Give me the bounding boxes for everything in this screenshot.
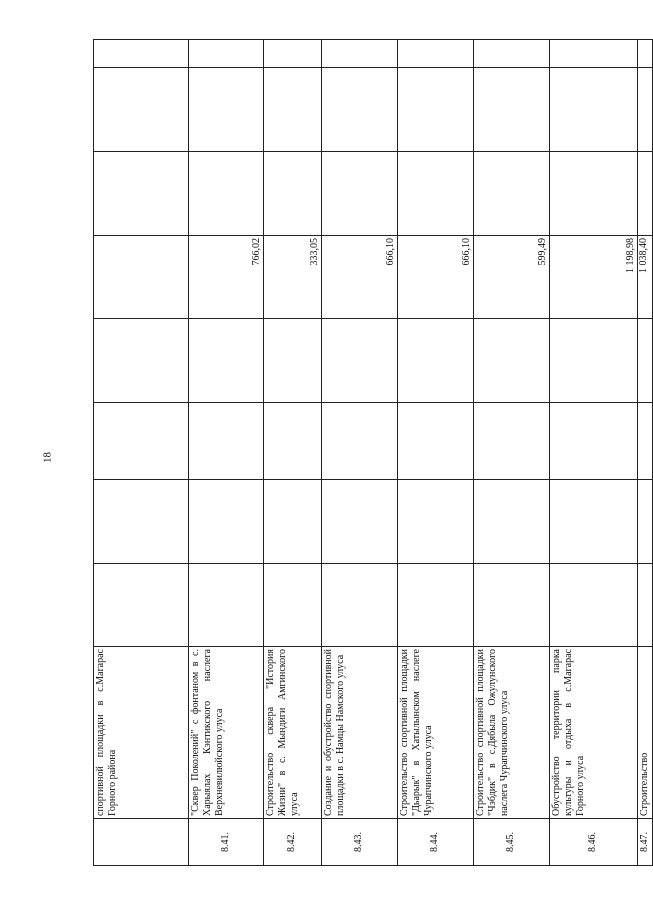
empty-cell <box>474 68 550 152</box>
empty-cell <box>94 152 189 236</box>
row-number: 8.42. <box>264 819 322 866</box>
row-number: 8.41. <box>189 819 264 866</box>
table-row <box>474 40 550 866</box>
row-value: 666,10 <box>322 236 398 319</box>
empty-cell <box>94 564 189 647</box>
empty-cell <box>550 564 638 647</box>
empty-cell <box>322 319 398 403</box>
empty-cell <box>550 319 638 403</box>
table-wrapper <box>93 40 650 866</box>
empty-cell <box>189 564 264 647</box>
empty-cell <box>189 152 264 236</box>
empty-cell <box>264 480 322 564</box>
empty-cell <box>550 152 638 236</box>
empty-cell <box>94 403 189 480</box>
row-description: Строительство спортивной площадки "Чэбдик" в с.Дябыла Ожулунского наслега Чурапчинского улуса <box>474 647 550 819</box>
empty-cell <box>474 403 550 480</box>
row-number <box>94 819 189 866</box>
row-value: 1 198,98 <box>550 236 638 319</box>
empty-cell <box>264 319 322 403</box>
empty-cell <box>638 68 653 152</box>
empty-cell <box>322 480 398 564</box>
row-description: Строительство спортивной площадки "Дьарык" в Хатылынском наслеге Чурапчинского улуса <box>398 647 474 819</box>
empty-cell <box>322 68 398 152</box>
empty-cell <box>264 152 322 236</box>
row-description: Строительство <box>638 647 653 819</box>
empty-cell <box>322 152 398 236</box>
row-value <box>94 236 189 319</box>
empty-cell <box>550 480 638 564</box>
empty-cell <box>638 564 653 647</box>
empty-cell <box>398 319 474 403</box>
table-row <box>322 40 398 866</box>
row-description: Строительство сквера "История Жизни" в с. Мындиги Амгинского улуса <box>264 647 322 819</box>
empty-cell <box>189 68 264 152</box>
empty-cell <box>322 564 398 647</box>
row-value: 666,10 <box>398 236 474 319</box>
row-number: 8.44. <box>398 819 474 866</box>
empty-cell <box>94 68 189 152</box>
row-number: 8.43. <box>322 819 398 866</box>
empty-cell <box>638 152 653 236</box>
empty-cell <box>94 40 189 68</box>
row-description: Обустройство территории парка культуры и отдыха в с.Магарас Горного улуса <box>550 647 638 819</box>
row-description: "Сквер Поколений" с фонтаном в с. Харыялах Кэнтикского наслега Верхневилюйского улуса <box>189 647 264 819</box>
empty-cell <box>474 480 550 564</box>
empty-cell <box>638 403 653 480</box>
row-value: 599,49 <box>474 236 550 319</box>
empty-cell <box>398 40 474 68</box>
empty-cell <box>550 40 638 68</box>
empty-cell <box>189 40 264 68</box>
empty-cell <box>398 564 474 647</box>
program-table <box>93 39 653 866</box>
row-number: 8.47. <box>638 819 653 866</box>
table-row <box>264 40 322 866</box>
table-row <box>189 40 264 866</box>
empty-cell <box>94 480 189 564</box>
empty-cell <box>398 480 474 564</box>
empty-cell <box>322 40 398 68</box>
empty-cell <box>264 403 322 480</box>
empty-cell <box>638 40 653 68</box>
page-number: 18 <box>41 452 54 463</box>
empty-cell <box>550 403 638 480</box>
empty-cell <box>550 68 638 152</box>
empty-cell <box>638 319 653 403</box>
empty-cell <box>264 564 322 647</box>
table-row <box>398 40 474 866</box>
table-row <box>550 40 638 866</box>
empty-cell <box>398 68 474 152</box>
row-description: спортивной площадки в с.Магарас Горного района <box>94 647 189 819</box>
table-row <box>638 40 653 866</box>
empty-cell <box>474 564 550 647</box>
empty-cell <box>398 403 474 480</box>
empty-cell <box>474 152 550 236</box>
table-row <box>94 40 189 866</box>
empty-cell <box>398 152 474 236</box>
empty-cell <box>474 40 550 68</box>
row-number: 8.45. <box>474 819 550 866</box>
empty-cell <box>264 68 322 152</box>
empty-cell <box>638 480 653 564</box>
empty-cell <box>474 319 550 403</box>
row-value: 333,05 <box>264 236 322 319</box>
row-number: 8.46. <box>550 819 638 866</box>
empty-cell <box>94 319 189 403</box>
empty-cell <box>322 403 398 480</box>
empty-cell <box>189 403 264 480</box>
row-value: 1 038,40 <box>638 236 653 319</box>
empty-cell <box>264 40 322 68</box>
row-description: Создание и обустройство спортивной площадки в с. Намцы Намского улуса <box>322 647 398 819</box>
row-value: 766,02 <box>189 236 264 319</box>
empty-cell <box>189 319 264 403</box>
rotated-sheet <box>93 40 650 866</box>
empty-cell <box>189 480 264 564</box>
